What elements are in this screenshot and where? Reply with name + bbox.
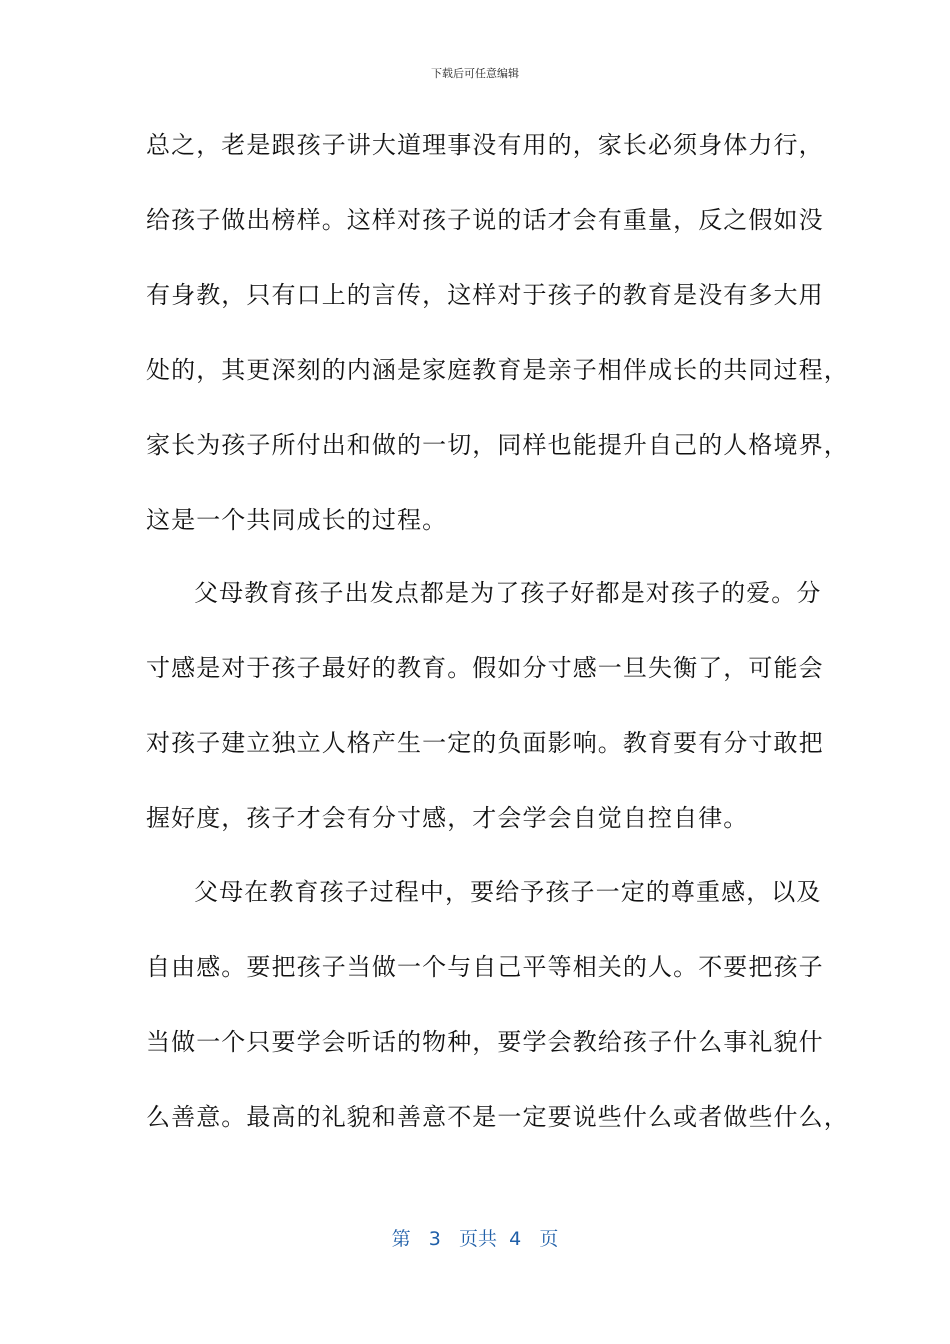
text-line: 寸感是对于孩子最好的教育。假如分寸感一旦失衡了，可能会 xyxy=(146,654,824,682)
paragraph-first-line: 父母教育孩子出发点都是为了孩子好都是对孩子的爱。分 xyxy=(194,579,822,607)
text-line: 么善意。最高的礼貌和善意不是一定要说些什么或者做些什么， xyxy=(146,1103,849,1131)
page-header: 下载后可任意编辑 xyxy=(431,67,519,80)
text-line: 家长为孩子所付出和做的一切，同样也能提升自己的人格境界， xyxy=(146,431,849,459)
footer-suffix: 页 xyxy=(539,1228,559,1250)
text-line: 给孩子做出榜样。这样对孩子说的话才会有重量，反之假如没 xyxy=(146,206,824,234)
page-number-footer xyxy=(0,1226,950,1252)
current-page-number: 3 xyxy=(428,1228,441,1250)
text-line: 有身教，只有口上的言传，这样对于孩子的教育是没有多大用 xyxy=(146,281,824,309)
text-line: 当做一个只要学会听话的物种，要学会教给孩子什么事礼貌什 xyxy=(146,1028,824,1056)
text-line: 握好度，孩子才会有分寸感，才会学会自觉自控自律。 xyxy=(146,804,749,832)
text-line: 自由感。要把孩子当做一个与自己平等相关的人。不要把孩子 xyxy=(146,953,824,981)
paragraph-first-line: 父母在教育孩子过程中，要给予孩子一定的尊重感，以及 xyxy=(194,878,822,906)
text-line: 总之，老是跟孩子讲大道理事没有用的，家长必须身体力行， xyxy=(146,131,824,159)
text-line: 对孩子建立独立人格产生一定的负面影响。教育要有分寸敢把 xyxy=(146,729,824,757)
footer-prefix: 第 xyxy=(391,1228,411,1250)
text-line: 这是一个共同成长的过程。 xyxy=(146,506,448,534)
text-line: 处的，其更深刻的内涵是家庭教育是亲子相伴成长的共同过程， xyxy=(146,356,849,384)
footer-middle: 页共 xyxy=(459,1228,498,1250)
total-page-number: 4 xyxy=(509,1228,522,1250)
